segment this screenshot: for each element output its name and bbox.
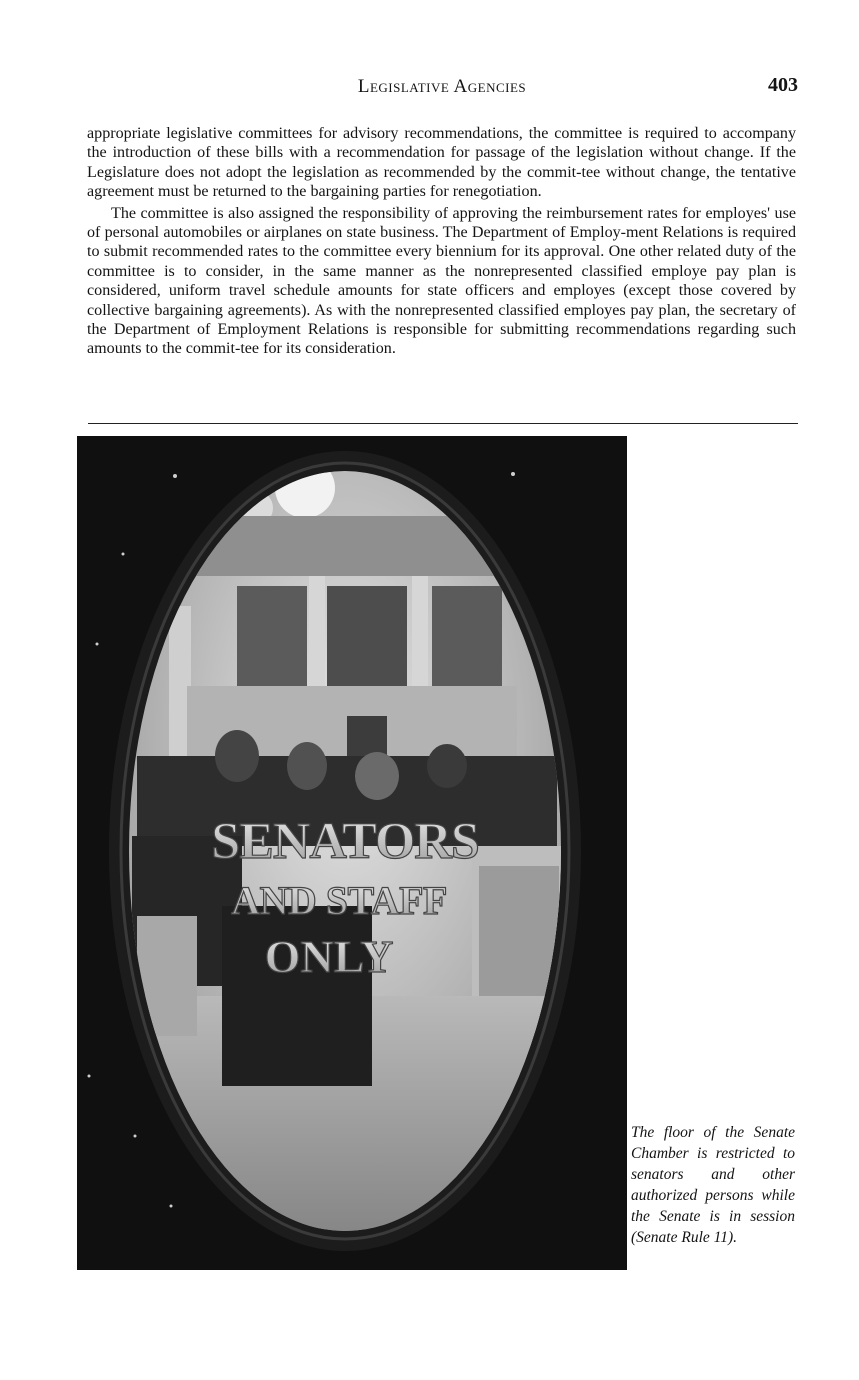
paragraph: The committee is also assigned the responsibility of approving the reimbursement rates for employes' use of personal automobiles or airplanes on state business. The Department of Employ-ment Relations is required to submit recommended rates to the committee every biennium for its approval. One other related duty of the committee is to consider, in the same manner as the nonrepresented classified employe pay plan is considered, uniform travel schedule amounts for state officers and employes (except those covered by collective bargaining agreements). As with the nonrepresented classified employes pay plan, the secretary of the Department of Employment Relations is responsible for submitting recommendations regarding such amounts to the commit-tee for its consideration. (87, 204, 796, 358)
page-number: 403 (768, 74, 798, 96)
body-text (87, 124, 796, 359)
sign-line: SENATORS (211, 813, 479, 870)
sign-line: AND STAFF (231, 878, 447, 923)
photo-caption: The floor of the Senate Chamber is restricted to senators and other authorized persons while the Senate is in session (Senate Rule 11). (631, 1124, 795, 1246)
senate-door-photo (77, 436, 627, 1270)
running-title: Legislative Agencies (357, 76, 527, 97)
sign-line: ONLY (264, 931, 394, 982)
horizontal-rule (88, 423, 798, 424)
paragraph: appropriate legislative committees for advisory recommendations, the committee is required to accompany the introduction of these bills with a recommendation for passage of the legislation without change. If the Legislature does not adopt the legislation as recommended by the commit-tee without change, the tentative agreement must be returned to the bargaining parties for renegotiation. (87, 125, 796, 201)
running-head (86, 74, 798, 102)
photo-illustration (77, 436, 627, 1270)
